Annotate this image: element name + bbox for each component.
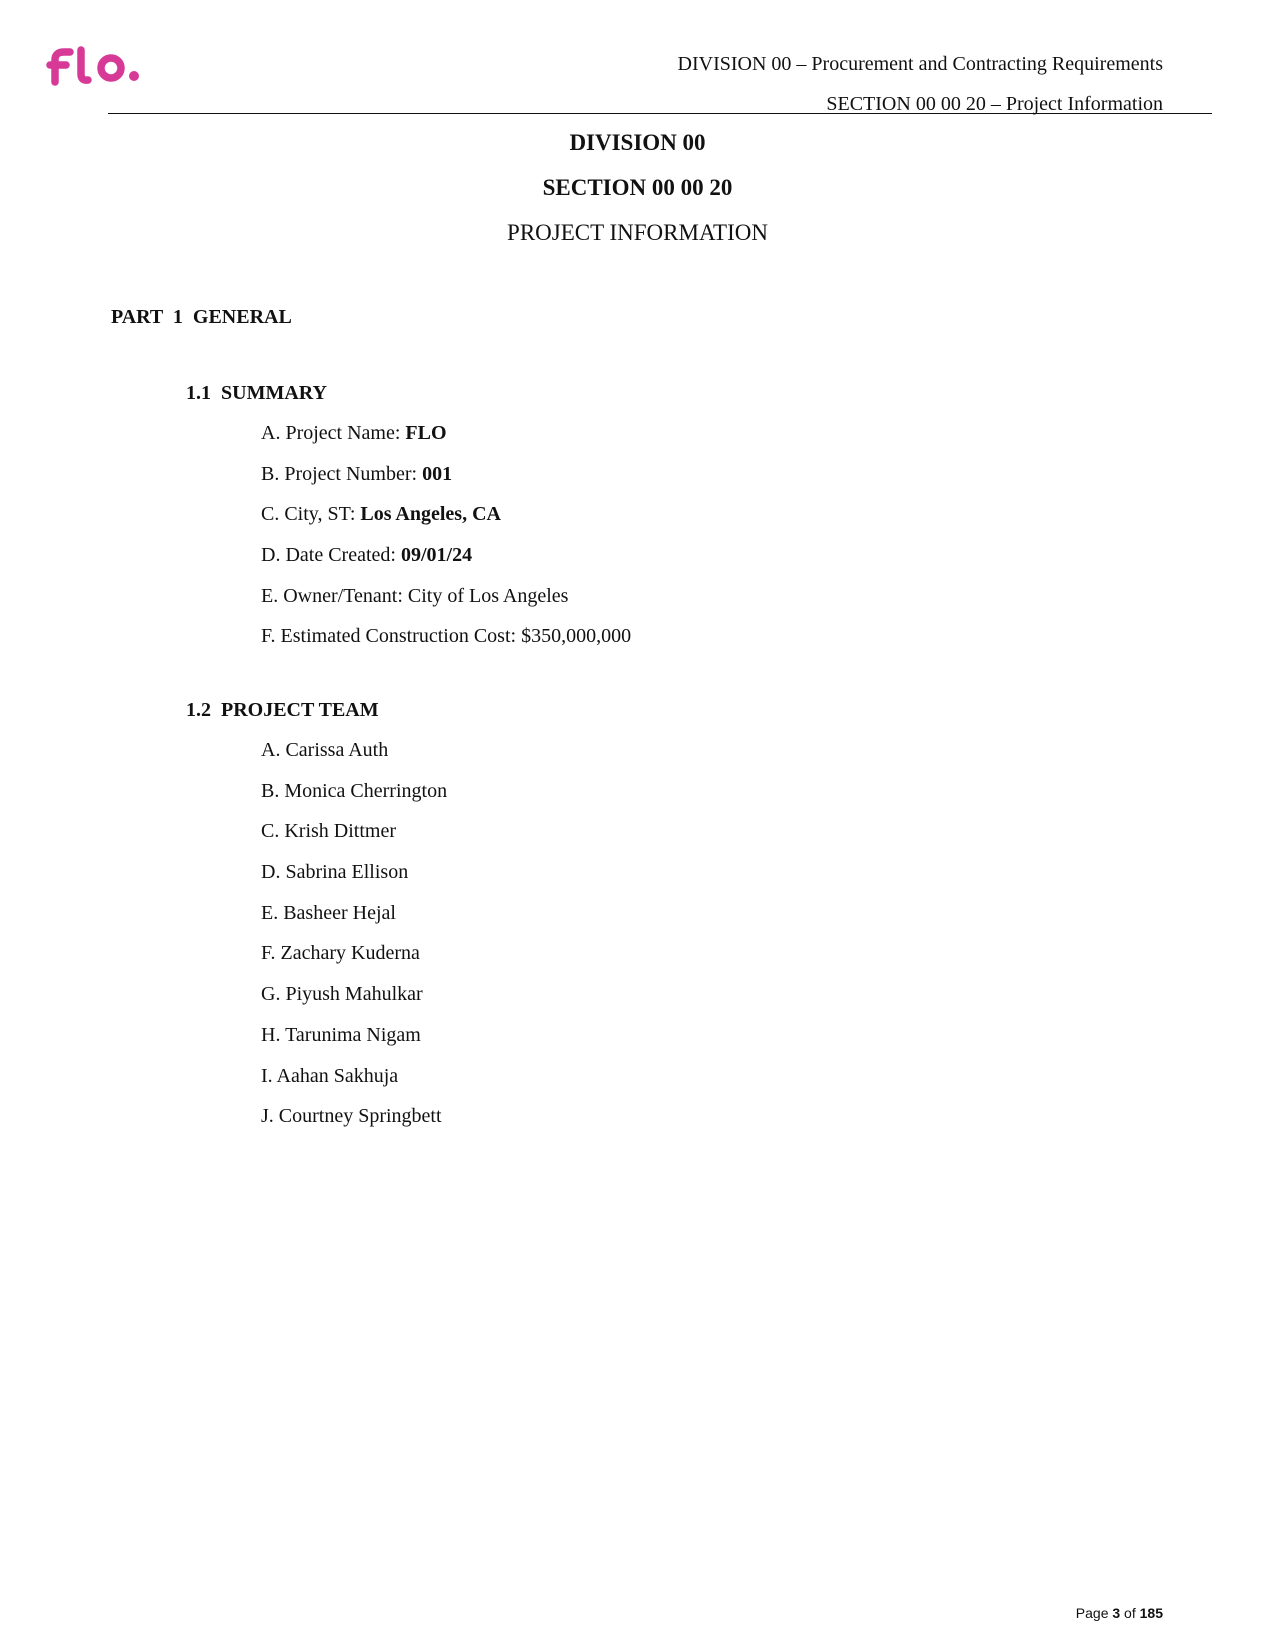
summary-item-value: 09/01/24 [400,544,473,567]
project-team-heading: 1.2 PROJECT TEAM [186,699,379,721]
summary-item-value: Los Angeles, CA [360,503,501,526]
team-member: G. Piyush Mahulkar [261,983,423,1006]
summary-list [261,420,631,664]
page-number-total: 185 [1139,1605,1163,1621]
page-number [1076,1604,1163,1622]
page-number-prefix: Page [1075,1605,1113,1621]
team-member: E. Basheer Hejal [261,901,396,924]
team-member: B. Monica Cherrington [261,779,448,802]
running-header-section: SECTION 00 00 20 – Project Information [826,93,1163,115]
project-team-list [261,737,447,1144]
summary-item [261,623,631,664]
summary-item [261,461,631,502]
section-title: SECTION 00 00 20 [542,175,733,200]
summary-item [261,542,631,583]
team-member: H. Tarunima Nigam [261,1023,421,1046]
team-member: F. Zachary Kuderna [261,942,420,965]
team-member: C. Krish Dittmer [261,820,396,843]
team-member: D. Sabrina Ellison [261,861,409,884]
team-member: A. Carissa Auth [261,739,389,761]
summary-item [261,501,631,542]
summary-item-value: FLO [405,422,447,444]
division-title: DIVISION 00 [569,130,706,155]
section-name: PROJECT INFORMATION [507,220,768,245]
summary-item-label: B. Project Number: [261,462,423,485]
summary-item-label: F. Estimated Construction Cost: $350,000,000 [261,625,632,648]
summary-item [261,420,631,461]
team-member: I. Aahan Sakhuja [261,1064,399,1087]
part-heading: PART 1 GENERAL [111,306,292,328]
summary-item-value: 001 [422,462,453,485]
summary-item [261,583,631,624]
summary-item-label: E. Owner/Tenant: City of Los Angeles [261,584,569,607]
summary-item-label: A. Project Name: [261,422,406,444]
summary-heading: 1.1 SUMMARY [186,382,327,404]
running-header [678,44,1163,124]
header-divider [108,113,1212,114]
team-member: J. Courtney Springbett [261,1105,442,1128]
summary-item-label: D. Date Created: [261,544,401,567]
running-header-division: DIVISION 00 – Procurement and Contracting Requirements [677,53,1163,75]
page-number-middle: of [1120,1605,1140,1621]
summary-item-label: C. City, ST: [261,503,361,526]
flo-logo [46,44,142,86]
page-number-current: 3 [1112,1605,1121,1621]
